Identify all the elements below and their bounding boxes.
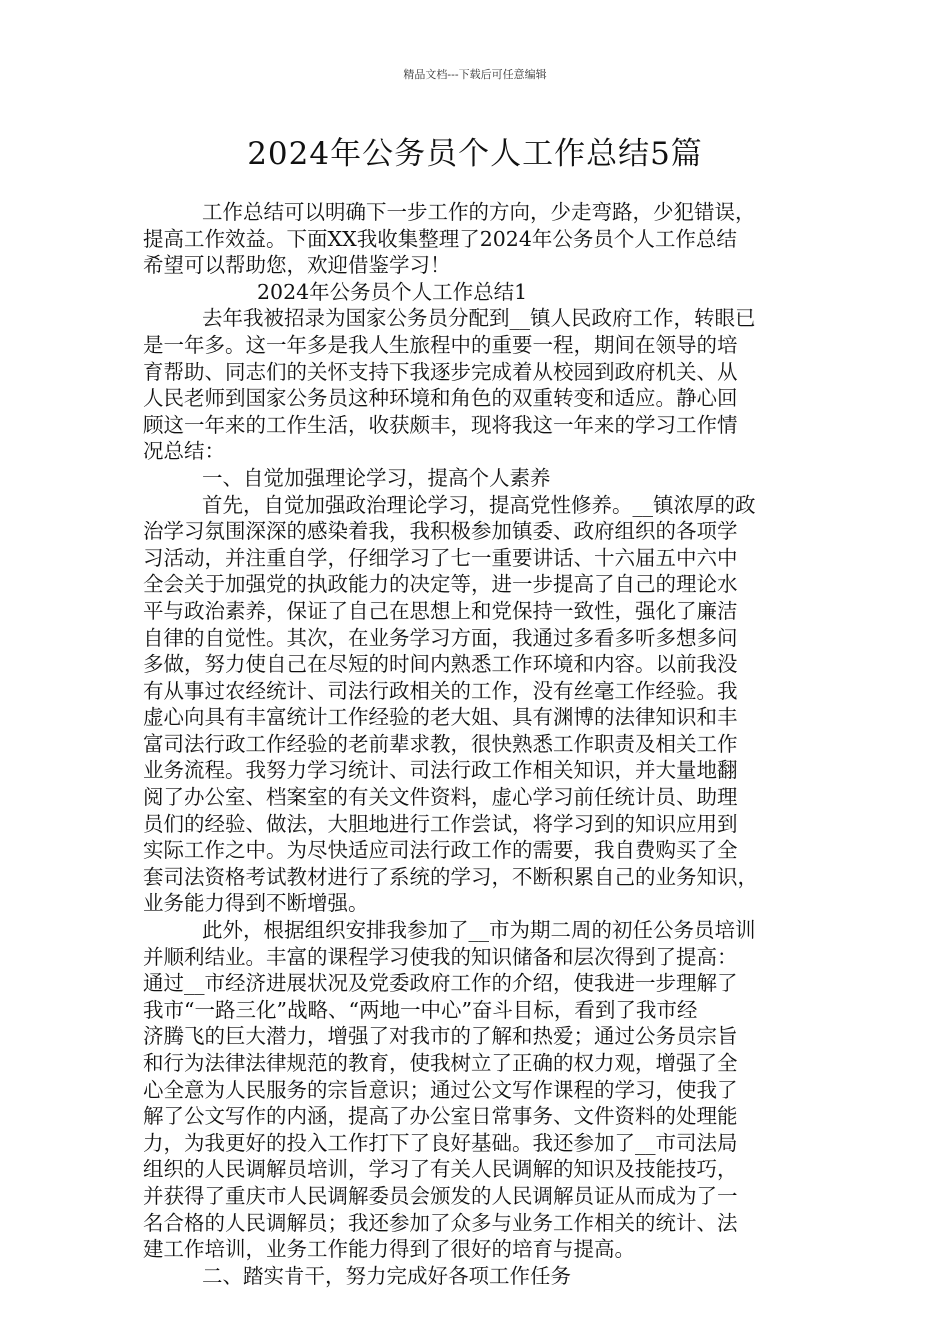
text-line: 习活动，并注重自学，仔细学习了七一重要讲话、十六届五中六中 — [143, 545, 738, 570]
text-line: 人民老师到国家公务员这种环境和角色的双重转变和适应。静心回 — [143, 386, 738, 411]
page-title: 2024年公务员个人工作总结5篇 — [247, 136, 703, 172]
text-line: 员们的经验、做法，大胆地进行工作尝试，将学习到的知识应用到 — [143, 811, 738, 836]
text-line: 平与政治素养，保证了自己在思想上和党保持一致性，强化了廉洁 — [143, 598, 738, 623]
text-line: 并获得了重庆市人民调解委员会颁发的人民调解员证从而成为了一 — [143, 1183, 738, 1208]
document-body — [143, 199, 819, 1289]
text-line: 全会关于加强党的执政能力的决定等，进一步提高了自己的理论水 — [143, 572, 738, 597]
text-line: 心全意为人民服务的宗旨意识；通过公文写作课程的学习，使我了 — [143, 1077, 738, 1102]
text-line: 名合格的人民调解员；我还参加了众多与业务工作相关的统计、法 — [143, 1210, 738, 1235]
text-line: 和行为法律法律规范的教育，使我树立了正确的权力观，增强了全 — [143, 1051, 738, 1075]
text-line: 富司法行政工作经验的老前辈求教，很快熟悉工作职责及相关工作 — [143, 731, 738, 756]
text-line: 建工作培训，业务工作能力得到了很好的培育与提高。 — [143, 1237, 635, 1262]
text-line: 工作总结可以明确下一步工作的方向，少走弯路，少犯错误， — [202, 200, 756, 224]
text-line: 一、自觉加强理论学习，提高个人素养 — [202, 465, 551, 490]
text-line: 济腾飞的巨大潜力，增强了对我市的了解和热爱；通过公务员宗旨 — [143, 1024, 738, 1049]
text-line: 有从事过农经统计、司法行政相关的工作，没有丝毫工作经验。我 — [143, 678, 738, 703]
text-line: 提高工作效益。下面XX我收集整理了2024年公务员个人工作总结 — [143, 226, 737, 251]
text-line: 希望可以帮助您，欢迎借鉴学习！ — [143, 253, 451, 278]
text-line: 自律的自觉性。其次，在业务学习方面，我通过多看多听多想多问 — [143, 625, 738, 650]
text-line: 力，为我更好的投入工作打下了良好基础。我还参加了__市司法局 — [143, 1130, 738, 1155]
text-line: 育帮助、同志们的关怀支持下我逐步完成着从校园到政府机关、从 — [143, 359, 738, 384]
text-line: 虚心向具有丰富统计工作经验的老大姐、具有渊博的法律知识和丰 — [143, 705, 738, 730]
text-line: 顾这一年来的工作生活，收获颇丰，现将我这一年来的学习工作情 — [143, 412, 738, 437]
text-line: 阅了办公室、档案室的有关文件资料，虚心学习前任统计员、助理 — [143, 785, 738, 810]
text-line: 业务流程。我努力学习统计、司法行政工作相关知识，并大量地翻 — [143, 758, 738, 783]
text-line: 2024年公务员个人工作总结1 — [257, 279, 528, 304]
text-line: 首先，自觉加强政治理论学习，提高党性修养。__镇浓厚的政 — [202, 492, 756, 517]
text-line: 是一年多。这一年多是我人生旅程中的重要一程，期间在领导的培 — [143, 332, 738, 357]
text-line: 去年我被招录为国家公务员分配到__镇人民政府工作，转眼已 — [202, 306, 756, 331]
text-line: 套司法资格考试教材进行了系统的学习，不断积累自己的业务知识， — [143, 864, 758, 889]
text-line: 实际工作之中。为尽快适应司法行政工作的需要，我自费购买了全 — [143, 838, 738, 863]
text-line: 业务能力得到不断增强。 — [143, 891, 369, 916]
text-line: 通过__市经济进展状况及党委政府工作的介绍，使我进一步理解了 — [143, 971, 738, 996]
text-line: 况总结： — [143, 439, 225, 464]
text-line: 并顺利结业。丰富的课程学习使我的知识储备和层次得到了提高： — [143, 944, 738, 969]
text-line: 二、踏实肯干，努力完成好各项工作任务 — [202, 1263, 571, 1288]
text-line: 解了公文写作的内涵，提高了办公室日常事务、文件资料的处理能 — [143, 1104, 738, 1129]
header-note: 精品文档---下载后可任意编辑 — [403, 68, 547, 81]
text-line: 组织的人民调解员培训，学习了有关人民调解的知识及技能技巧， — [143, 1157, 738, 1182]
text-line: 我市“一路三化”战略、“两地一中心”奋斗目标，看到了我市经 — [143, 997, 698, 1022]
text-line: 治学习氛围深深的感染着我，我积极参加镇委、政府组织的各项学 — [143, 519, 738, 544]
text-line: 多做，努力使自己在尽短的时间内熟悉工作环境和内容。以前我没 — [143, 652, 738, 677]
text-line: 此外，根据组织安排我参加了__市为期二周的初任公务员培训 — [202, 918, 756, 943]
